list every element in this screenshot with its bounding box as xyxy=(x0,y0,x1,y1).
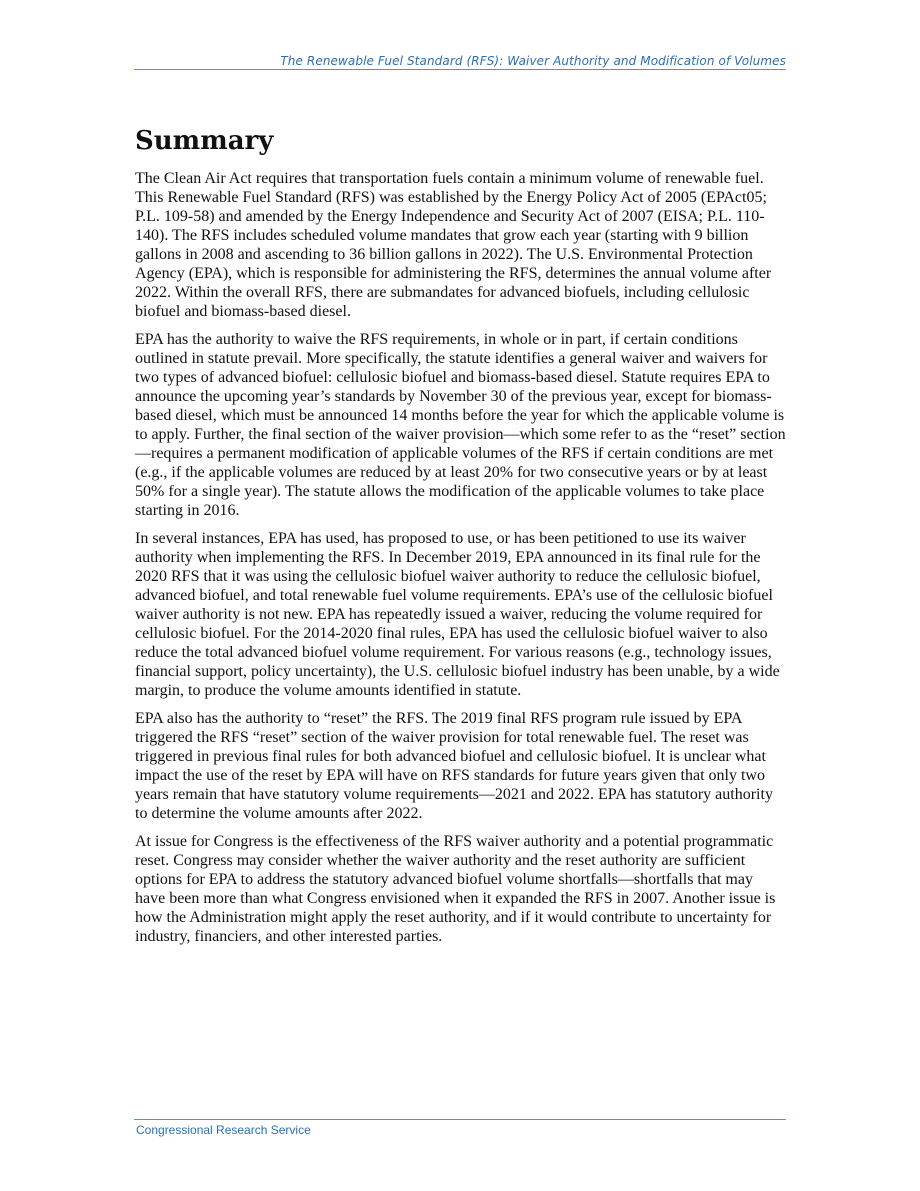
summary-paragraph-3: In several instances, EPA has used, has proposed to use, or has been petitioned to use its waiver authority when implementing the RFS. In December 2019, EPA announced in its final rule for the 2020 RFS that it was using the cellulosic biofuel waiver authority to reduce the cellulosic biofuel, advanced biofuel, and total renewable fuel volume requirements. EPA’s use of the cellulosic biofuel waiver authority is not new. EPA has repeatedly issued a waiver, reducing the volume required for cellulosic biofuel. For the 2014-2020 final rules, EPA has used the cellulosic biofuel waiver to also reduce the total advanced biofuel volume requirement. For various reasons (e.g., technology issues, financial support, policy uncertainty), the U.S. cellulosic biofuel industry has been unable, by a wide margin, to produce the volume amounts identified in statute. xyxy=(135,530,780,699)
footer-organization: Congressional Research Service xyxy=(136,1123,311,1137)
summary-paragraph-1: The Clean Air Act requires that transportation fuels contain a minimum volume of renewable fuel. This Renewable Fuel Standard (RFS) was established by the Energy Policy Act of 2005 (EPAct05; P.L. 109-58) and amended by the Energy Independence and Security Act of 2007 (EISA; P.L. 110-140). The RFS includes scheduled volume mandates that grow each year (starting with 9 billion gallons in 2008 and ascending to 36 billion gallons in 2022). The U.S. Environmental Protection Agency (EPA), which is responsible for administering the RFS, determines the annual volume after 2022. Within the overall RFS, there are submandates for advanced biofuels, including cellulosic biofuel and biomass-based diesel. xyxy=(135,170,772,320)
summary-heading: Summary xyxy=(135,126,274,156)
summary-section xyxy=(135,124,787,955)
footer-rule xyxy=(134,1119,786,1120)
header-rule xyxy=(134,69,786,70)
summary-paragraph-5: At issue for Congress is the effectiveness of the RFS waiver authority and a potential programmatic reset. Congress may consider whether the waiver authority and the reset authority are sufficient options for EPA to address the statutory advanced biofuel volume shortfalls—shortfalls that may have been more than what Congress envisioned when it expanded the RFS in 2007. Another issue is how the Administration might apply the reset authority, and if it would contribute to uncertainty for industry, financiers, and other interested parties. xyxy=(135,833,776,945)
running-header-title: The Renewable Fuel Standard (RFS): Waiver Authority and Modification of Volumes xyxy=(280,54,786,68)
summary-paragraph-4: EPA also has the authority to “reset” the RFS. The 2019 final RFS program rule issued by EPA triggered the RFS “reset” section of the waiver provision for total renewable fuel. The reset was triggered in previous final rules for both advanced biofuel and cellulosic biofuel. It is unclear what impact the use of the reset by EPA will have on RFS standards for future years given that only two years remain that have statutory volume requirements—2021 and 2022. EPA has statutory authority to determine the volume amounts after 2022. xyxy=(135,710,773,822)
summary-paragraph-2: EPA has the authority to waive the RFS requirements, in whole or in part, if certain conditions outlined in statute prevail. More specifically, the statute identifies a general waiver and waivers for two types of advanced biofuel: cellulosic biofuel and biomass-based diesel. Statute requires EPA to announce the upcoming year’s standards by November 30 of the previous year, except for biomass-based diesel, which must be announced 14 months before the year for which the applicable volume is to apply. Further, the final section of the waiver provision—which some refer to as the “reset” section—requires a permanent modification of applicable volumes of the RFS if certain conditions are met (e.g., if the applicable volumes are reduced by at least 20% for two consecutive years or by at least 50% for a single year). The statute allows the modification of the applicable volumes to take place starting in 2016. xyxy=(135,331,786,519)
